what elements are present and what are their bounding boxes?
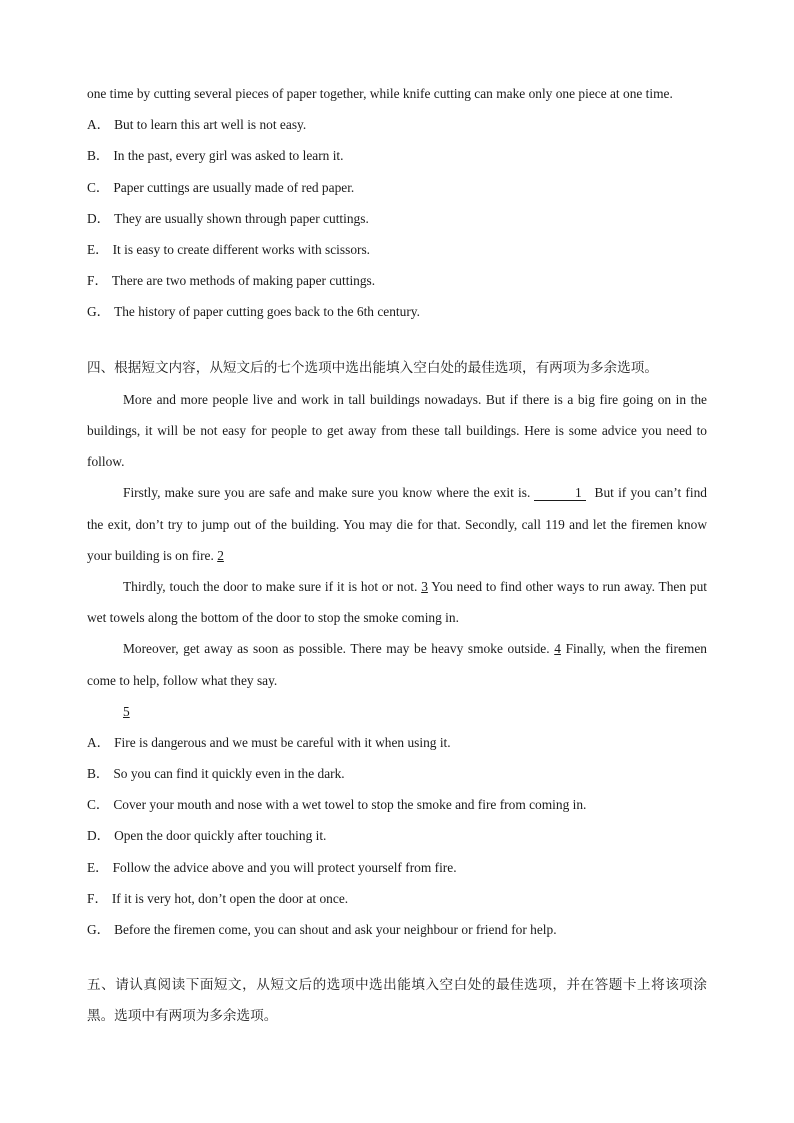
- paragraph-text: Finally, when the firemen come to help, follow what they say.: [87, 641, 707, 688]
- option-text: Fire is dangerous and we must be careful with it when using it.: [114, 734, 451, 750]
- blank-3: 3: [421, 578, 428, 594]
- section4-options: [87, 727, 707, 945]
- section5-heading: 五、请认真阅读下面短文，从短文后的选项中选出能填入空白处的最佳选项，并在答题卡上将该项涂黑。选项中有两项为多余选项。: [87, 977, 707, 1025]
- option-letter: D．: [87, 828, 111, 844]
- option-letter: B．: [87, 148, 110, 164]
- option-letter: G．: [87, 304, 111, 320]
- option-text: They are usually shown through paper cuttings.: [114, 210, 369, 226]
- option-a: [87, 109, 707, 140]
- option-letter: A．: [87, 117, 111, 133]
- option-letter: F．: [87, 273, 108, 289]
- option-text: In the past, every girl was asked to learn it.: [113, 148, 344, 164]
- option-text: Before the firemen come, you can shout and ask your neighbour or friend for help.: [114, 922, 557, 938]
- option-d: [87, 203, 707, 234]
- option-letter: G．: [87, 922, 111, 938]
- option-letter: E．: [87, 859, 109, 875]
- option-letter: E．: [87, 241, 109, 257]
- paragraph-text: Thirdly, touch the door to make sure if it is hot or not.: [123, 578, 418, 594]
- option-letter: C．: [87, 797, 110, 813]
- passage-paragraph-2: [87, 477, 707, 571]
- section4-heading: 四、根据短文内容，从短文后的七个选项中选出能填入空白处的最佳选项，有两项为多余选项。: [87, 359, 658, 376]
- paragraph-text: You need to find other ways to run away. Then put wet towels along the bottom of the door to stop the smoke coming in.: [87, 578, 707, 626]
- option-letter: B．: [87, 766, 110, 782]
- option-letter: C．: [87, 179, 110, 195]
- option-e: [87, 852, 707, 883]
- paragraph-text: Moreover, get away as soon as possible. There may be heavy smoke outside.: [123, 641, 550, 657]
- paragraph-text: But if you can’t find the exit, don’t try to jump out of the building. You may die for that. Secondly, call 119 and let the firemen know your building is on fire.: [87, 485, 707, 563]
- passage-paragraph-4: [87, 633, 707, 695]
- option-text: So you can find it quickly even in the dark.: [113, 766, 345, 782]
- passage-paragraph-1: More and more people live and work in tall buildings nowadays. But if there is a big fire going on in the buildings, it will be not easy for people to get away from these tall buildings. Here is some advice you need to follow.: [87, 391, 707, 470]
- option-text: Open the door quickly after touching it.: [114, 828, 327, 844]
- option-d: [87, 820, 707, 851]
- passage-paragraph-3: [87, 571, 707, 633]
- option-f: [87, 265, 707, 296]
- option-f: [87, 883, 707, 914]
- option-a: [87, 727, 707, 758]
- blank-4: 4: [554, 641, 561, 657]
- blank-5: 5: [123, 703, 130, 719]
- section3-options: [87, 109, 707, 327]
- option-c: [87, 789, 707, 820]
- paragraph-text: Firstly, make sure you are safe and make sure you know where the exit is.: [123, 485, 531, 501]
- option-text: There are two methods of making paper cuttings.: [111, 273, 376, 289]
- option-b: [87, 140, 707, 171]
- blank-5-line: [87, 696, 707, 727]
- option-c: [87, 172, 707, 203]
- option-text: It is easy to create different works with scissors.: [112, 241, 371, 257]
- option-text: The history of paper cutting goes back to the 6th century.: [114, 304, 420, 320]
- document-page: [87, 78, 707, 1033]
- option-g: [87, 914, 707, 945]
- option-letter: A．: [87, 734, 111, 750]
- option-text: Follow the advice above and you will protect yourself from fire.: [112, 859, 457, 875]
- option-letter: F．: [87, 890, 108, 906]
- blank-2: 2: [217, 547, 224, 563]
- option-e: [87, 234, 707, 265]
- blank-1: 1: [534, 485, 586, 501]
- option-g: [87, 296, 707, 327]
- option-text: But to learn this art well is not easy.: [114, 117, 307, 133]
- option-text: Paper cuttings are usually made of red paper.: [113, 179, 355, 195]
- option-b: [87, 758, 707, 789]
- option-text: If it is very hot, don’t open the door at once.: [111, 890, 349, 906]
- passage-continuation: one time by cutting several pieces of paper together, while knife cutting can make only one piece at one time.: [87, 86, 673, 101]
- option-text: Cover your mouth and nose with a wet towel to stop the smoke and fire from coming in.: [113, 797, 587, 813]
- option-letter: D．: [87, 210, 111, 226]
